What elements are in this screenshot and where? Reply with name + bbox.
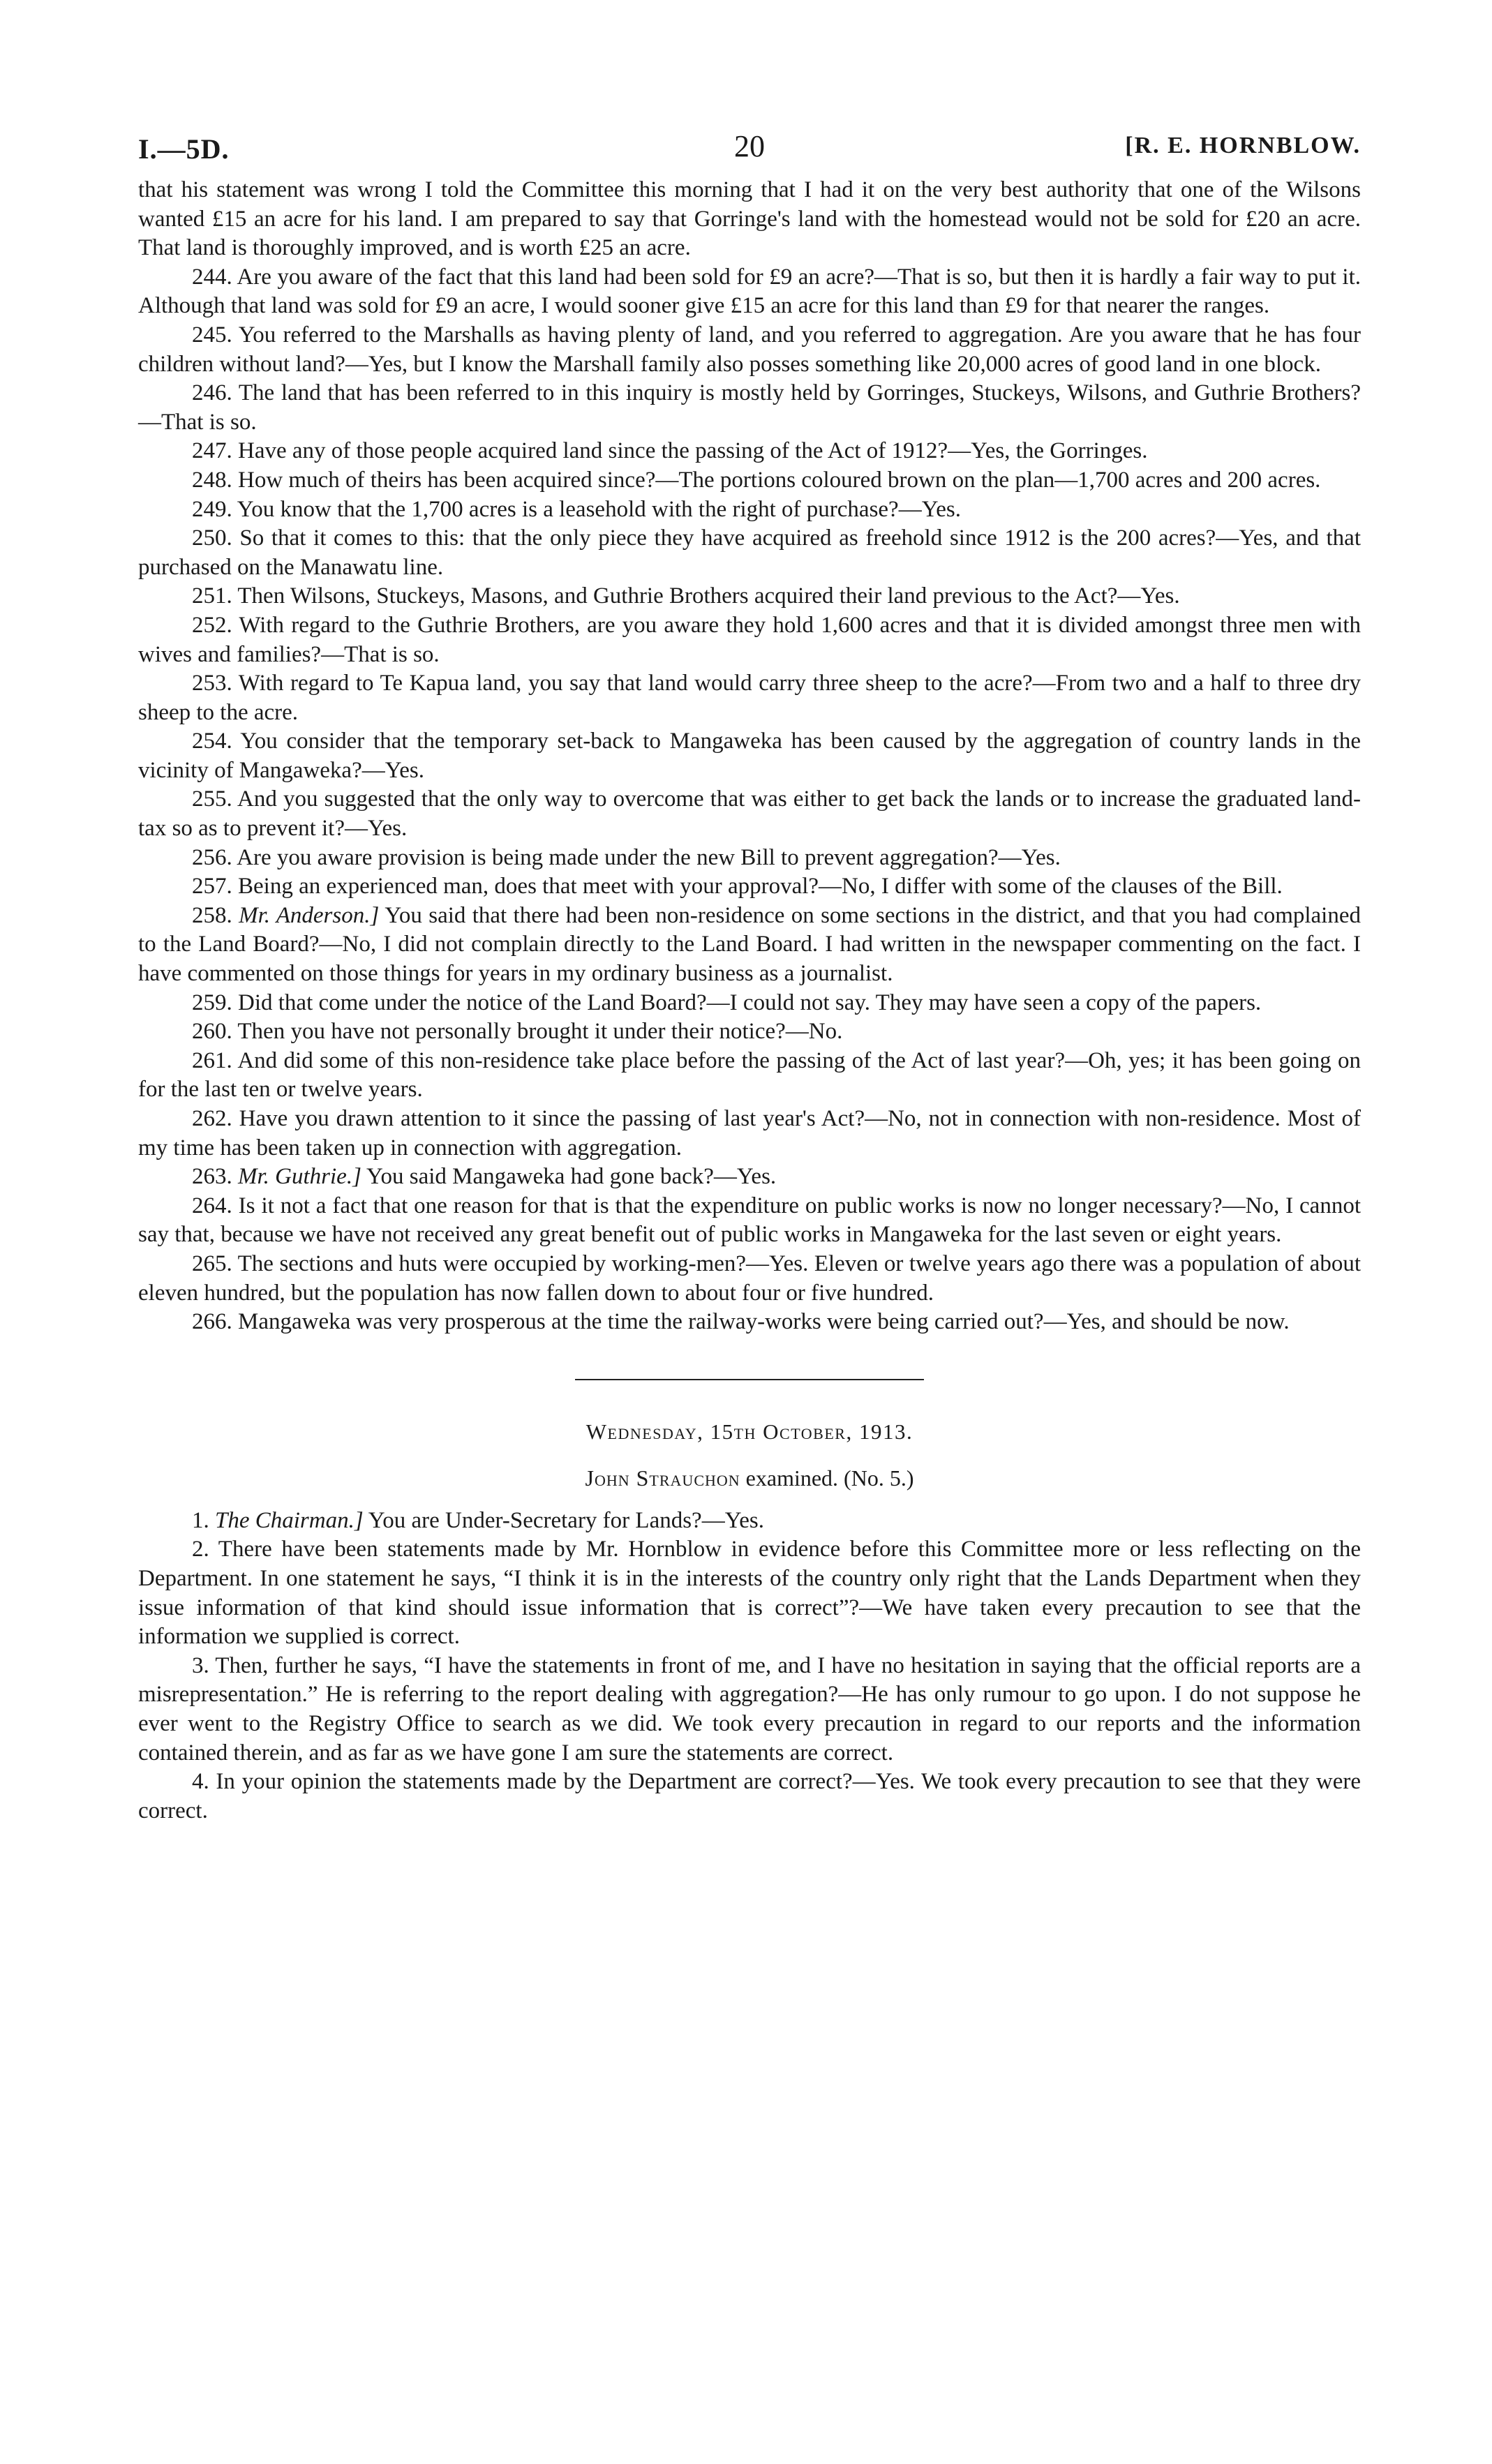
paragraph: 251. Then Wilsons, Stuckeys, Masons, and Guthrie Brothers acquired their land previous to the Act?—Yes. [192,583,1180,609]
speaker-name: Mr. Anderson.] [239,902,380,928]
paragraph: 252. With regard to the Guthrie Brothers, are you aware they hold 1,600 acres and that it is divided amongst three men with wives and families?—That is so. [138,612,1361,667]
paragraph: 261. And did some of this non-residence take place before the passing of the Act of last year?—Oh, yes; it has been going on for the last ten or twelve years. [138,1047,1361,1103]
witness-status: examined. (No. 5.) [745,1465,914,1491]
paragraph: 254. You consider that the temporary set-back to Mangaweka has been caused by the aggregation of country lands in the vicinity of Mangaweka?—Yes. [138,729,1361,783]
paragraph: 253. With regard to Te Kapua land, you say that land would carry three sheep to the acre?—From two and a half to three dry sheep to the acre. [138,671,1361,725]
paragraph: 260. Then you have not personally brought it under their notice?—No. [192,1019,843,1045]
section-divider [138,1337,1361,1419]
new-evidence [138,1507,1361,1826]
witness-name: John Strauchon [585,1465,740,1491]
paragraph: 248. How much of theirs has been acquired since?—The portions coloured brown on the plan—1,700 acres and 200 acres. [192,467,1321,493]
paragraph: 4. In your opinion the statements made by the Department are correct?—Yes. We took every precaution to see that they were correct. [138,1769,1361,1823]
paragraph: 3. Then, further he says, “I have the statements in front of me, and I have no hesitation in saying that the official reports are a misrepresentation.” He is referring to the report dealing with aggregation?—He has only rumour to go upon. I do not suppose he ever went to the Registry Office to search as we did. We took every precaution in regard to our reports and the information contained therein, and as far as we have gone I am sure the statements are correct. [138,1652,1361,1765]
page-header [138,129,1361,174]
session-date: Wednesday, 15th October, 1913. [585,1419,913,1444]
document-page [138,129,1361,1825]
paragraph: 256. Are you aware provision is being made under the new Bill to prevent aggregation?—Yes. [192,844,1061,870]
paragraph: 258. Mr. Anderson.] You said that there had been non-residence on some sections in the district, and that you had complained to the Land Board?—No, I did not complain directly to the Land Board. I had written in the newspaper commenting on the fact. I have commented on those things for years in my ordinary business as a journalist. [138,902,1361,987]
paragraph: 1. The Chairman.] You are Under-Secretary for Lands?—Yes. [192,1507,764,1533]
paragraph: 263. Mr. Guthrie.] You said Mangaweka had gone back?—Yes. [192,1164,777,1190]
paragraph: 250. So that it comes to this: that the only piece they have acquired as freehold since 1912 is the 200 acres?—Yes, and that purchased on the Manawatu line. [138,525,1361,580]
paragraph: 257. Being an experienced man, does that meet with your approval?—No, I differ with some of the clauses of the Bill. [192,874,1283,899]
paragraph: 266. Mangaweka was very prosperous at the time the railway-works were being carried out?—Yes, and should be now. [192,1309,1290,1335]
paragraph: 244. Are you aware of the fact that this land had been sold for £9 an acre?—That is so, but then it is hardly a fair way to put it. Although that land was sold for £9 an acre, I would sooner give £15 an acre for this land than £9 for that nearer the ranges. [138,264,1361,319]
paragraph: 262. Have you drawn attention to it since the passing of last year's Act?—No, not in connection with non-residence. Most of my time has been taken up in connection with aggregation. [138,1106,1361,1160]
paragraph: 2. There have been statements made by Mr. Hornblow in evidence before this Committee more or less reflecting on the Department. In one statement he says, “I think it is in the interests of the country only right that the Lands Department when they issue information of that kind should issue information that is correct”?—We have taken every precaution to see that the information we supplied is correct. [138,1537,1361,1650]
paragraph: 246. The land that has been referred to in this inquiry is mostly held by Gorringes, Stuckeys, Wilsons, and Guthrie Brothers?—That is so. [138,380,1361,435]
divider-rule [575,1379,924,1380]
paragraph: 249. You know that the 1,700 acres is a leasehold with the right of purchase?—Yes. [192,496,961,522]
continued-evidence [138,176,1361,1337]
paragraph: that his statement was wrong I told the Committee this morning that I had it on the very best authority that one of the Wilsons wanted £15 an acre for his land. I am prepared to say that Gorringe's land with the homestead would not be sold for £20 an acre. That land is thoroughly improved, and is worth £25 an acre. [138,177,1361,261]
paragraph: 264. Is it not a fact that one reason for that is that the expenditure on public works is now no longer necessary?—No, I cannot say that, because we have not received any great benefit out of public works in Mangaweka for the last seven or eight years. [138,1193,1361,1248]
speaker-name: The Chairman.] [215,1507,364,1533]
paragraph: 247. Have any of those people acquired land since the passing of the Act of 1912?—Yes, the Gorringes. [192,438,1148,464]
witness-reference: [R. E. HORNBLOW. [1125,133,1361,158]
page-number: 20 [734,129,765,163]
paragraph: 255. And you suggested that the only way to overcome that was either to get back the lands or to increase the graduated land-tax so as to prevent it?—Yes. [138,786,1361,842]
witness-heading [138,1465,1361,1491]
paper-reference: I.—5D. [138,133,230,165]
paragraph: 265. The sections and huts were occupied by working-men?—Yes. Eleven or twelve years ago there was a population of about eleven hundred, but the population has now fallen down to about four or five hundred. [138,1250,1361,1306]
paragraph: 245. You referred to the Marshalls as having plenty of land, and you referred to aggregation. Are you aware that he has four children without land?—Yes, but I know the Marshall family also posses something like 20,000 acres of good land in one block. [138,322,1361,377]
paragraph: 259. Did that come under the notice of the Land Board?—I could not say. They may have seen a copy of the papers. [192,990,1262,1015]
speaker-name: Mr. Guthrie.] [238,1164,361,1190]
